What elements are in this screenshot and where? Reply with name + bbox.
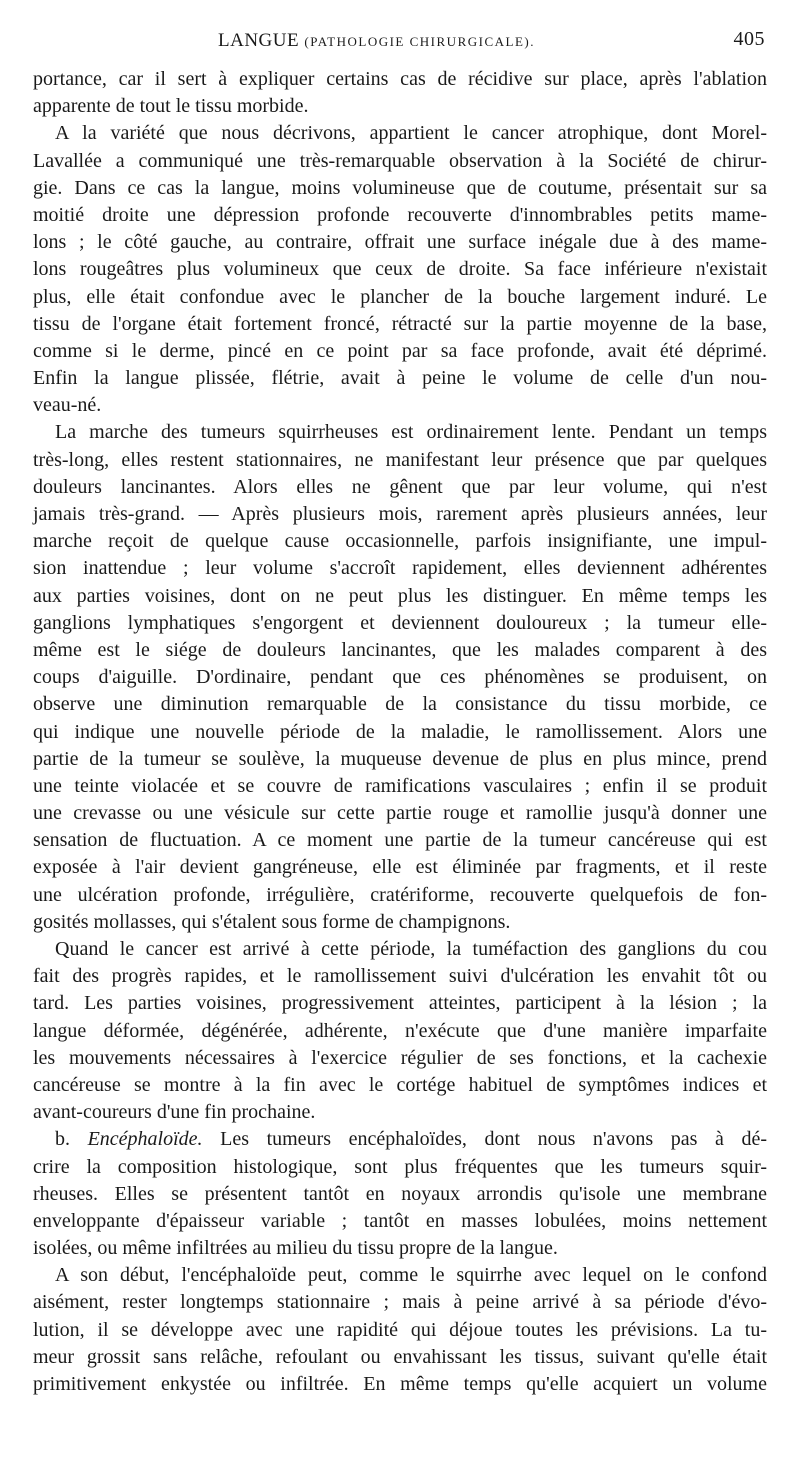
paragraph <box>33 120 767 419</box>
paragraph <box>33 1126 767 1262</box>
text-line: La marche des tumeurs squirrheuses est ordinairement lente. Pendant un temps <box>55 421 767 444</box>
page <box>33 26 767 1398</box>
page-number: 405 <box>733 28 765 50</box>
text-fragment: Les tumeurs encéphaloïdes, dont nous n'avons pas à dé- <box>202 1128 767 1151</box>
text-line: une teinte violacée et se couvre de ramifications vasculaires ; enfin il se produit <box>33 774 767 797</box>
text-line: A la variété que nous décrivons, appartient le cancer atrophique, dont Morel- <box>55 122 767 145</box>
text-line: primitivement enkystée ou infiltrée. En même temps qu'elle acquiert un volume <box>33 1373 767 1395</box>
text-line: marche reçoit de quelque cause occasionnelle, parfois insignifiante, une impul- <box>33 530 767 553</box>
text-line: tissu de l'organe était fortement froncé, rétracté sur la partie moyenne de la base, <box>33 312 767 335</box>
text-line: même est le siége de douleurs lancinantes, que les malades comparent à des <box>33 638 767 661</box>
text-line: comme si le derme, pincé en ce point par sa face profonde, avait été déprimé. <box>33 339 767 362</box>
header-subtitle: (PATHOLOGIE CHIRURGICALE). <box>304 34 535 49</box>
text-line: une ulcération profonde, irrégulière, cratériforme, recouverte quelquefois de fon- <box>33 883 767 906</box>
paragraph <box>33 1262 767 1398</box>
header-title: LANGUE <box>218 30 300 51</box>
text-line: ganglions lymphatiques s'engorgent et deviennent douloureux ; la tumeur elle- <box>33 611 767 634</box>
section-marker: b. <box>55 1128 88 1151</box>
text-line: meur grossit sans relâche, refoulant ou envahissant les tissus, suivant qu'elle était <box>33 1345 767 1368</box>
text-line: crire la composition histologique, sont plus fréquentes que les tumeurs squir- <box>33 1155 767 1178</box>
text-line: Enfin la langue plissée, flétrie, avait à peine le volume de celle d'un nou- <box>33 367 767 390</box>
text-line: Lavallée a communiqué une très-remarquable observation à la Société de chirur- <box>33 149 767 172</box>
text-line: très-long, elles restent stationnaires, ne manifestant leur présence que par quelques <box>33 448 767 471</box>
text-line: plus, elle était confondue avec le plancher de la bouche largement induré. Le <box>33 285 767 308</box>
text-line: les mouvements nécessaires à l'exercice régulier de ses fonctions, et la cachexie <box>33 1046 767 1069</box>
body-text <box>33 66 767 1398</box>
text-line: isolées, ou même infiltrées au milieu du tissu propre de la langue. <box>33 1237 558 1260</box>
text-line: aisément, rester longtemps stationnaire ; mais à peine arrivé à sa période d'évo- <box>33 1291 767 1314</box>
text-line: portance, car il sert à expliquer certains cas de récidive sur place, après l'ablation <box>33 68 767 90</box>
text-line: lution, il se développe avec une rapidité qui déjoue toutes les prévisions. La tu- <box>33 1318 767 1341</box>
paragraph <box>33 936 767 1126</box>
text-line: jamais très-grand. — Après plusieurs mois, rarement après plusieurs années, leur <box>33 503 767 525</box>
text-line: lons rougeâtres plus volumineux que ceux de droite. Sa face inférieure n'existait <box>33 258 767 281</box>
text-line: cancéreuse se montre à la fin avec le cortége habituel de symptômes indices et <box>33 1073 767 1096</box>
text-line: partie de la tumeur se soulève, la muqueuse devenue de plus en plus mince, prend <box>33 747 767 770</box>
text-line: tard. Les parties voisines, progressivement atteintes, participent à la lésion ; la <box>33 992 767 1015</box>
text-line: avant-coureurs d'une fin prochaine. <box>33 1101 316 1124</box>
running-title <box>218 30 535 52</box>
text-line: une crevasse ou une vésicule sur cette partie rouge et ramollie jusqu'à donner une <box>33 802 767 825</box>
section-heading: Encéphaloïde. <box>87 1128 203 1151</box>
text-line: A son début, l'encéphaloïde peut, comme le squirrhe avec lequel on le confond <box>55 1264 767 1287</box>
text-line: lons ; le côté gauche, au contraire, offrait une surface inégale due à des mame- <box>33 231 767 254</box>
paragraph <box>33 419 767 936</box>
text-line: sion inattendue ; leur volume s'accroît rapidement, elles deviennent adhérentes <box>33 557 767 580</box>
text-line: apparente de tout le tissu morbide. <box>33 95 309 118</box>
text-line: coups d'aiguille. D'ordinaire, pendant que ces phénomènes se produisent, on <box>33 666 767 689</box>
text-line: fait des progrès rapides, et le ramollissement suivi d'ulcération les envahit tôt ou <box>33 965 767 988</box>
text-line: exposée à l'air devient gangréneuse, elle est éliminée par fragments, et il reste <box>33 856 767 879</box>
text-line: moitié droite une dépression profonde recouverte d'innombrables petits mame- <box>33 203 767 226</box>
text-line: enveloppante d'épaisseur variable ; tantôt en masses lobulées, moins nettement <box>33 1209 767 1232</box>
text-line: douleurs lancinantes. Alors elles ne gênent que par leur volume, qui n'est <box>33 475 767 498</box>
text-line: veau-né. <box>33 394 102 417</box>
text-line <box>33 1126 767 1153</box>
text-line: Quand le cancer est arrivé à cette période, la tuméfaction des ganglions du cou <box>55 938 767 960</box>
text-line: langue déformée, dégénérée, adhérente, n'exécute que d'une manière imparfaite <box>33 1019 767 1042</box>
text-line: qui indique une nouvelle période de la maladie, le ramollissement. Alors une <box>33 720 767 743</box>
text-line: sensation de fluctuation. A ce moment une partie de la tumeur cancéreuse qui est <box>33 829 767 852</box>
running-header <box>33 26 767 56</box>
text-line: aux parties voisines, dont on ne peut plus les distinguer. En même temps les <box>33 584 767 607</box>
text-line: gie. Dans ce cas la langue, moins volumineuse que de coutume, présentait sur sa <box>33 176 767 199</box>
text-line: gosités mollasses, qui s'étalent sous forme de champignons. <box>33 910 511 933</box>
text-line: observe une diminution remarquable de la consistance du tissu morbide, ce <box>33 693 767 716</box>
text-line: rheuses. Elles se présentent tantôt en noyaux arrondis qu'isole une membrane <box>33 1182 767 1205</box>
paragraph <box>33 66 767 120</box>
